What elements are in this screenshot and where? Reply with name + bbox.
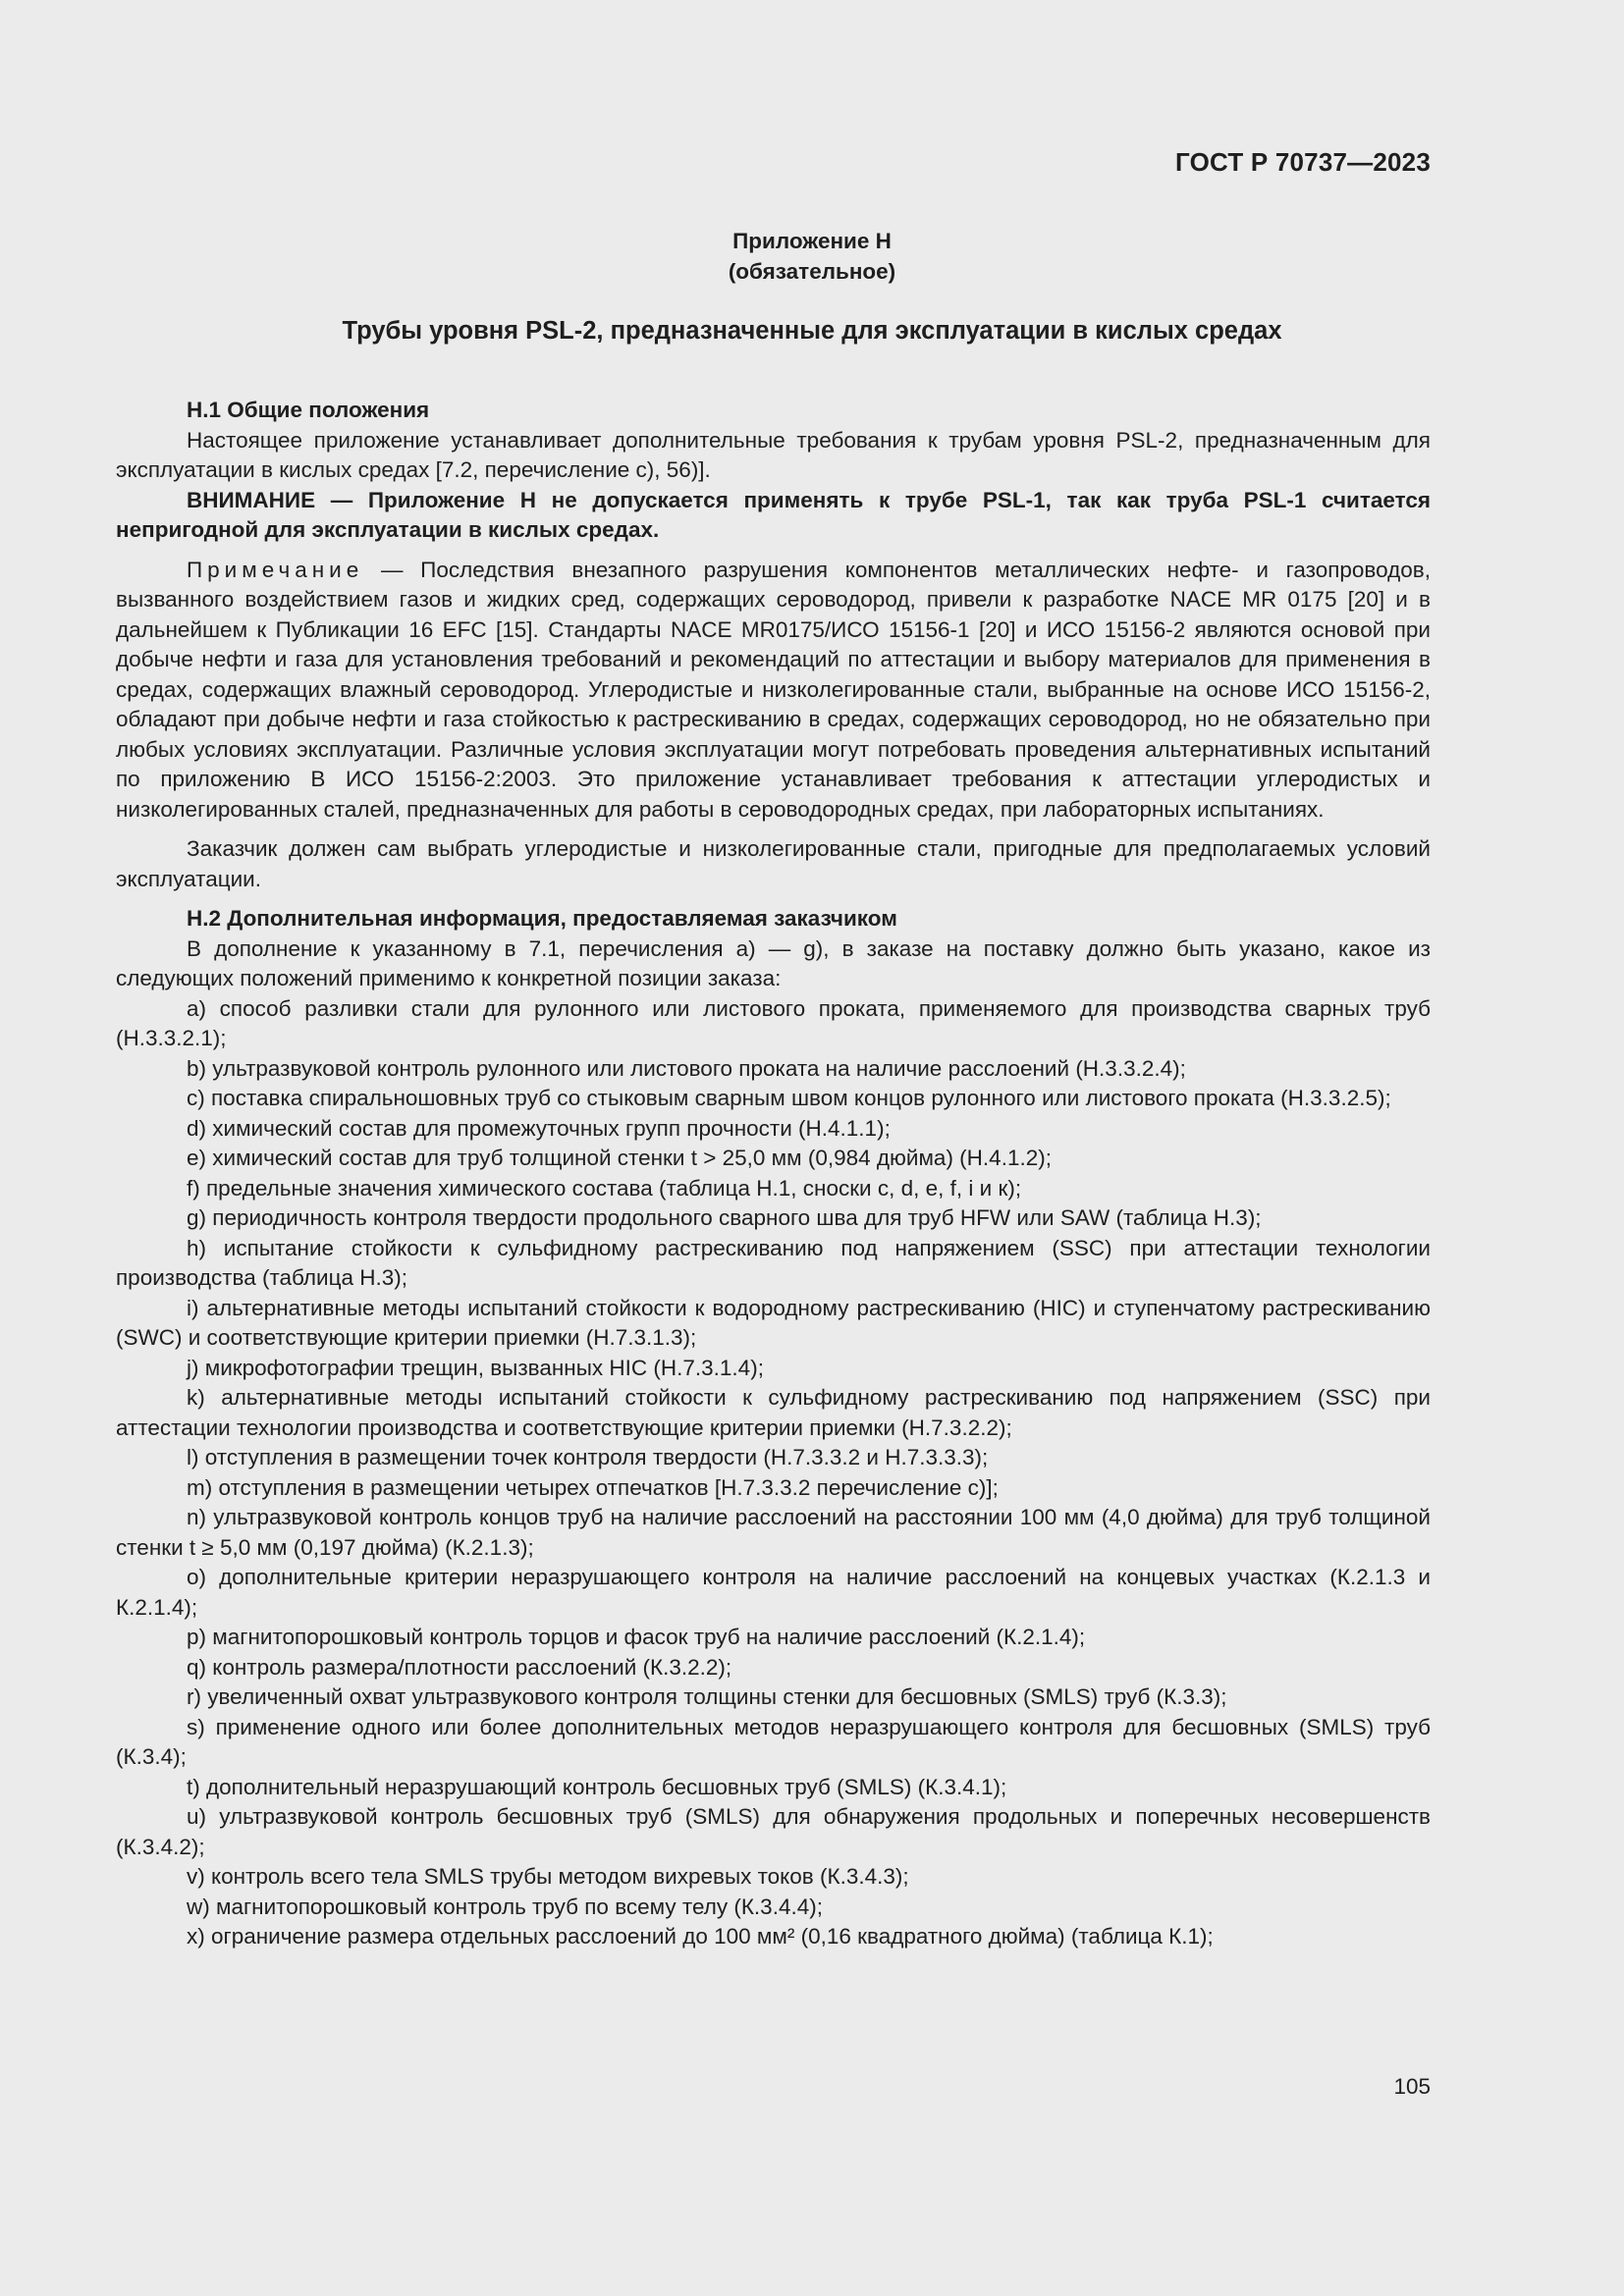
list-item: q) контроль размера/плотности расслоений (К.3.2.2); [187,1654,732,1680]
list-item: u) ультразвуковой контроль бесшовных труб (SMLS) для обнаружения продольных и поперечных несовершенств (К.3.4.2); [116,1804,1431,1859]
standard-number: ГОСТ Р 70737—2023 [1175,147,1431,177]
list-item: d) химический состав для промежуточных групп прочности (Н.4.1.1); [187,1115,891,1141]
warning-paragraph: ВНИМАНИЕ — Приложение Н не допускается применять к трубе PSL-1, так как труба PSL-1 считается непригодной для эксплуатации в кислых средах. [116,487,1431,542]
list-item: b) ультразвуковой контроль рулонного или листового проката на наличие расслоений (Н.3.3.2.4); [187,1055,1186,1081]
note-paragraph [116,556,1431,826]
list-item: l) отступления в размещении точек контроля твердости (Н.7.3.3.2 и Н.7.3.3.3); [187,1445,989,1469]
note-label: Примечание [187,557,364,582]
list-item: f) предельные значения химического состава (таблица Н.1, сноски с, d, е, f, i и к); [187,1175,1022,1201]
list-item: s) применение одного или более дополнительных методов неразрушающего контроля для бесшовных (SMLS) труб (К.3.4); [116,1714,1431,1769]
annex-label: Приложение Н [732,229,892,253]
document-body [116,396,1431,1952]
paragraph-customer: Заказчик должен сам выбрать углеродистые и низколегированные стали, пригодные для предполагаемых условий эксплуатации. [116,836,1431,891]
section-heading-h2: Н.2 Дополнительная информация, предоставляемая заказчиком [187,906,897,931]
list-item: m) отступления в размещении четырех отпечатков [Н.7.3.3.2 перечисление с)]; [187,1474,999,1500]
list-item: c) поставка спиральношовных труб со стыковым сварным швом концов рулонного или листового проката (Н.3.3.2.5); [187,1086,1391,1110]
annex-title [0,226,1624,287]
list-item: i) альтернативные методы испытаний стойкости к водородному растрескиванию (HIC) и ступенчатому растрескиванию (SWC) и соответствующие критерии приемки (Н.7.3.1.3); [116,1295,1431,1350]
list-item: n) ультразвуковой контроль концов труб на наличие расслоений на расстоянии 100 мм (4,0 дюйма) для труб толщиной стенки t ≥ 5,0 мм (0,197 дюйма) (К.2.1.3); [116,1505,1431,1560]
list-item: g) периодичность контроля твердости продольного сварного шва для труб HFW или SAW (таблица Н.3); [187,1205,1262,1230]
list-item: p) магнитопорошковый контроль торцов и фасок труб на наличие расслоений (К.2.1.4); [187,1625,1086,1649]
list-item: h) испытание стойкости к сульфидному растрескиванию под напряжением (SSC) при аттестации технологии производства (таблица Н.3); [116,1235,1431,1290]
note-text: — Последствия внезапного разрушения компонентов металлических нефте- и газопроводов, вызванного воздействием газов и жидких сред, содержащих сероводород, привели к разработке NACE MR 0175 [20] и в дальнейшем к Публикации 16 EFC [15]. Стандарты NACE MR0175/ИСО 15156-1 [20] и ИСО 15156-2 являются основой при добыче нефти и газа для установления требований и рекомендаций по аттестации и выбору материалов для применения в средах, содержащих влажный сероводород. Углеродистые и низколегированные стали, выбранные на основе ИСО 15156-2, обладают при добыче нефти и газа стойкостью к растрескиванию в средах, содержащих сероводород, но не обязательно при любых условиях эксплуатации. Различные условия эксплуатации могут потребовать проведения альтернативных испытаний по приложению В ИСО 15156-2:2003. Это приложение устанавливает требования к аттестации углеродистых и низколегированных сталей, предназначенных для работы в сероводородных средах, при лабораторных испытаниях. [116,557,1431,822]
list-item: k) альтернативные методы испытаний стойкости к сульфидному растрескиванию под напряжением (SSC) при аттестации технологии производства и соответствующие критерии приемки (Н.7.3.2.2); [116,1385,1431,1440]
annex-type: (обязательное) [728,259,896,284]
paragraph-h2-intro: В дополнение к указанному в 7.1, перечисления а) — g), в заказе на поставку должно быть указано, какое из следующих положений применимо к конкретной позиции заказа: [116,935,1431,990]
list-item: t) дополнительный неразрушающий контроль бесшовных труб (SMLS) (К.3.4.1); [187,1774,1007,1799]
list-item: w) магнитопорошковый контроль труб по всему телу (К.3.4.4); [187,1894,823,1919]
list-item: a) способ разливки стали для рулонного или листового проката, применяемого для производства сварных труб (Н.3.3.2.1); [116,995,1431,1050]
list-item: j) микрофотографии трещин, вызванных HIC (Н.7.3.1.4); [187,1355,764,1380]
list-item: e) химический состав для труб толщиной стенки t > 25,0 мм (0,984 дюйма) (Н.4.1.2); [187,1146,1052,1170]
section-heading-h1: Н.1 Общие положения [187,398,430,422]
paragraph-intro: Настоящее приложение устанавливает дополнительные требования к трубам уровня PSL-2, предназначенным для эксплуатации в кислых средах [7.2, перечисление с), 56)]. [116,427,1431,482]
list-item: v) контроль всего тела SMLS трубы методом вихревых токов (К.3.4.3); [187,1864,909,1889]
list-item: x) ограничение размера отдельных расслоений до 100 мм² (0,16 квадратного дюйма) (таблица К.1); [187,1924,1214,1949]
annex-heading: Трубы уровня PSL-2, предназначенные для эксплуатации в кислых средах [342,317,1282,345]
list-item: r) увеличенный охват ультразвукового контроля толщины стенки для бесшовных (SMLS) труб (К.3.3); [187,1684,1227,1709]
page-number: 105 [1393,2074,1431,2099]
list-item: o) дополнительные критерии неразрушающего контроля на наличие расслоений на концевых участках (К.2.1.3 и К.2.1.4); [116,1565,1431,1620]
